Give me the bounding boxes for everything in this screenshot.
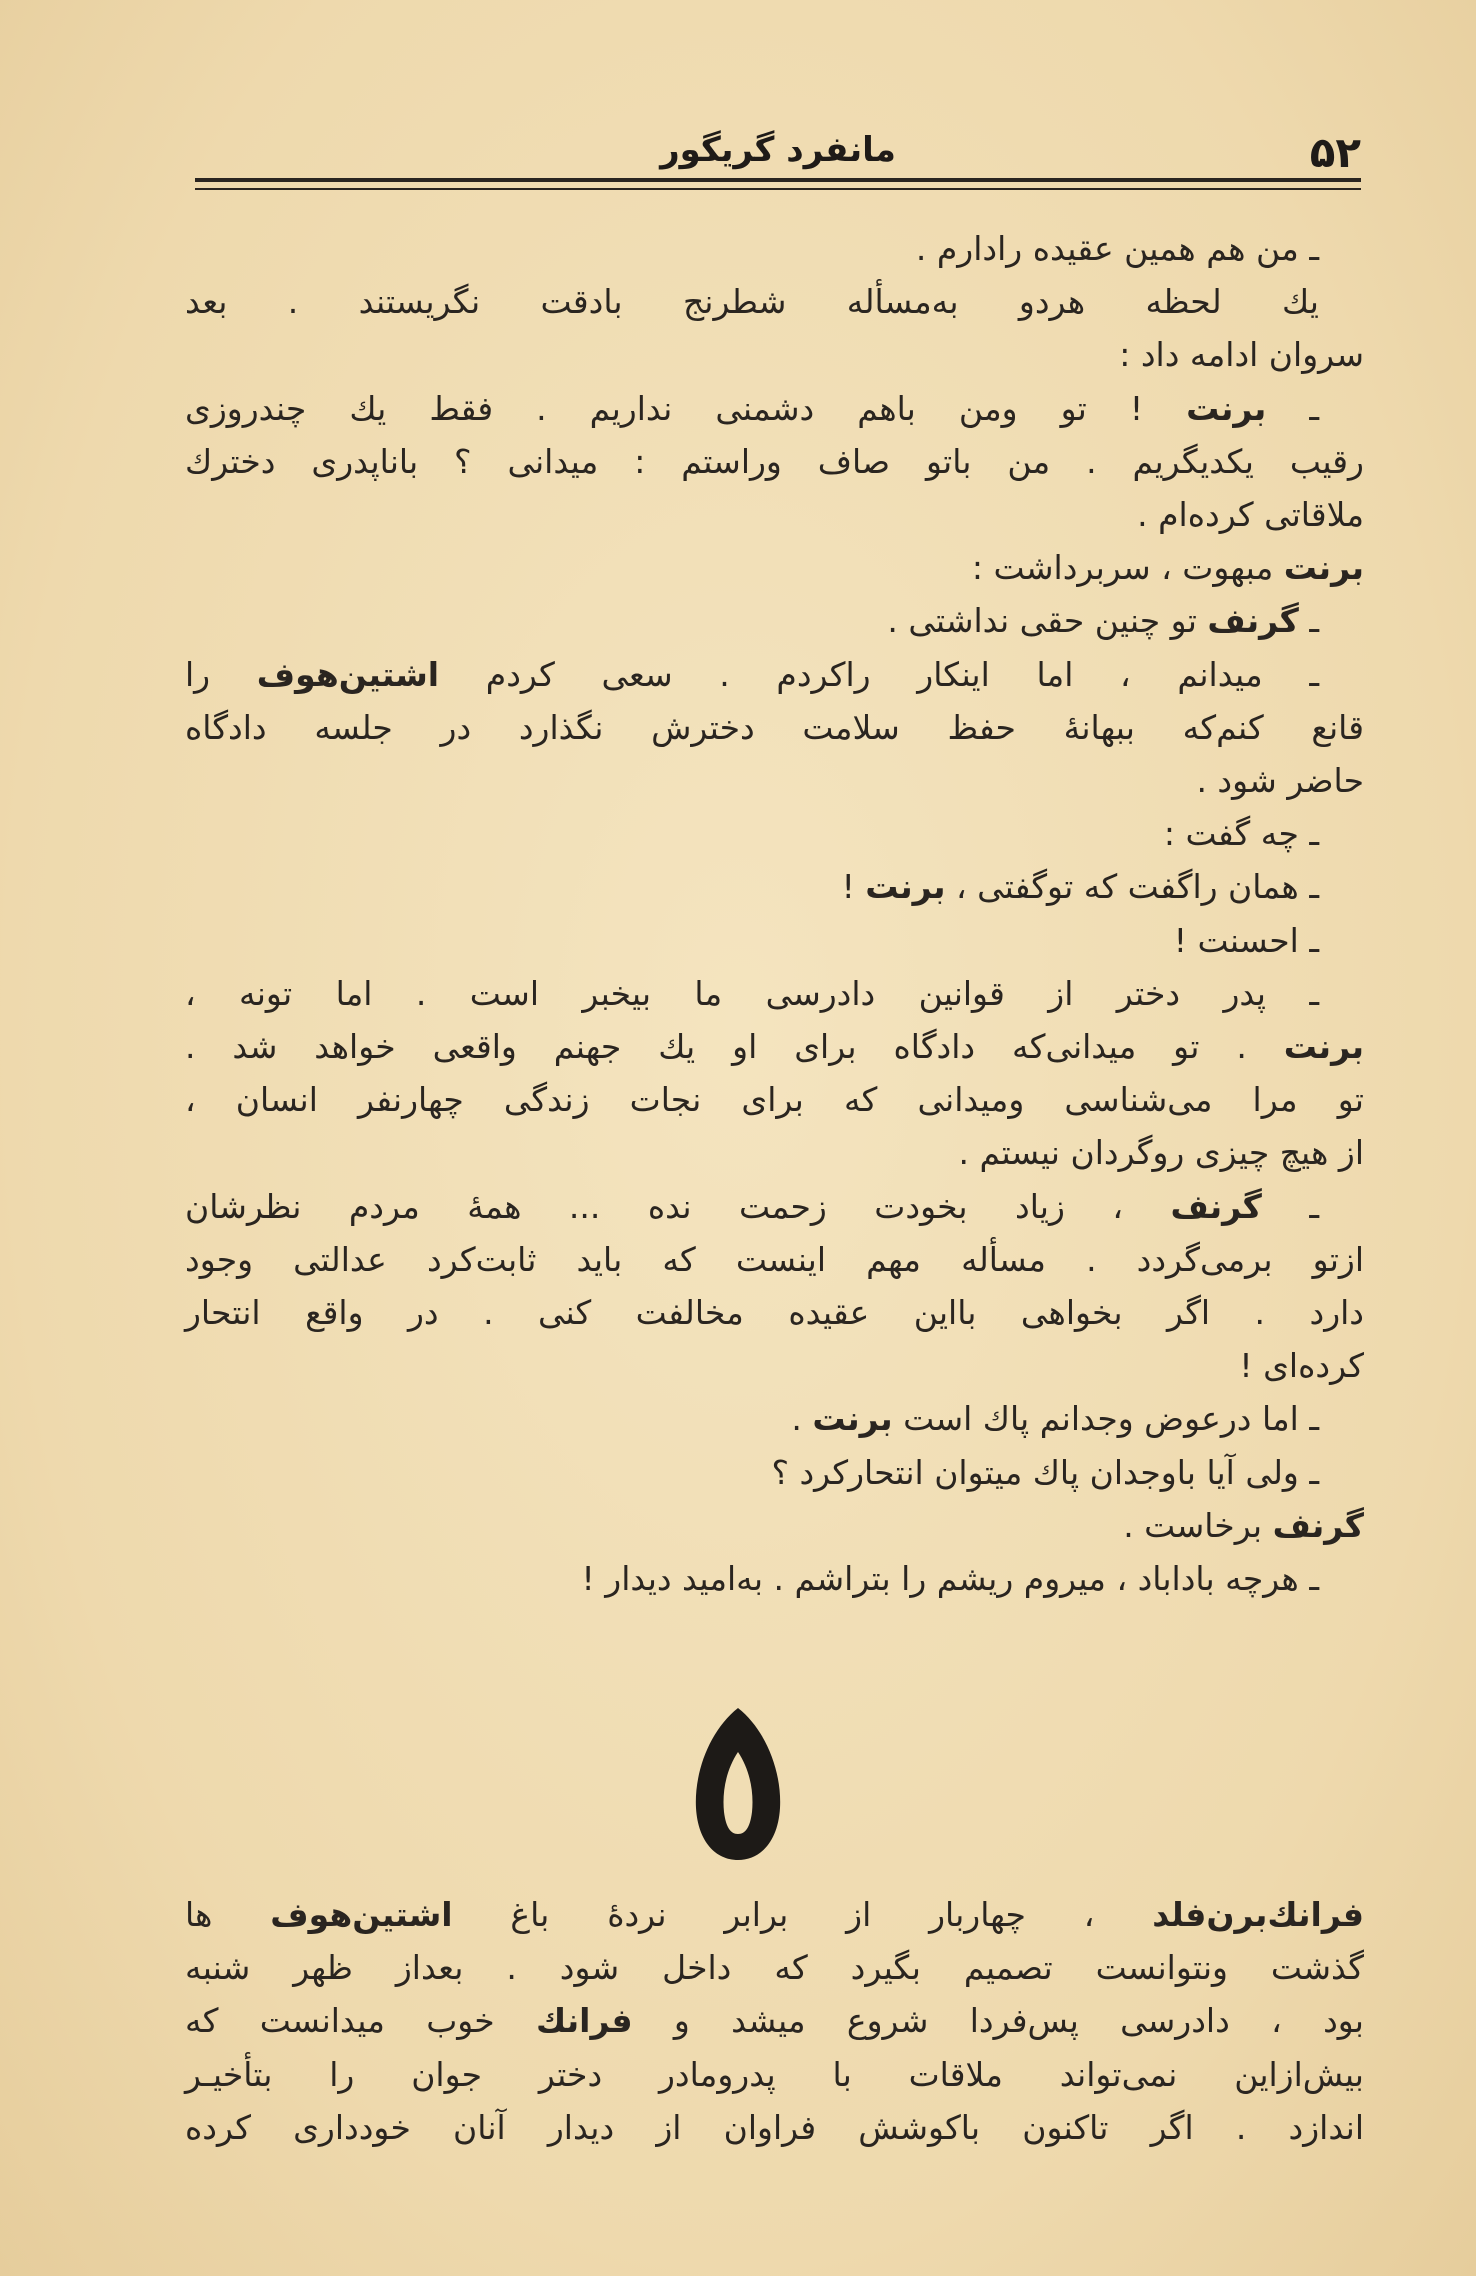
speaker-name: برنت bbox=[1283, 548, 1364, 588]
header-rule-thick bbox=[195, 178, 1361, 182]
text-line: ـ پدر دختر از قوانین دادرسی ما بیخبر است . اما تونه ، bbox=[185, 973, 1319, 1013]
speaker-name: فرانك bbox=[536, 2001, 633, 2041]
chapter-number-text bbox=[688, 1865, 689, 1866]
speaker-name: برنت bbox=[865, 867, 946, 907]
text-line bbox=[185, 1994, 1364, 2047]
text-line: ـ ولی آیا باوجدان پاك میتوان انتحارکرد ؟ bbox=[771, 1452, 1319, 1492]
text-segment: ، چهاربار از برابر نردهٔ باغ bbox=[452, 1895, 1153, 1934]
header-rule-thin bbox=[195, 188, 1361, 190]
text-segment: را bbox=[185, 654, 257, 694]
speaker-name: برنت bbox=[1283, 1027, 1364, 1067]
speaker-name: گرنف bbox=[1170, 1186, 1262, 1226]
speaker-name: اشتین‌هوف bbox=[270, 1895, 453, 1934]
text-segment: تو چنین حقی نداشتی . bbox=[887, 601, 1208, 641]
text-line: ـ من هم همین عقیده رادارم . bbox=[915, 229, 1319, 268]
text-line bbox=[185, 382, 1364, 435]
speaker-name: برنت bbox=[812, 1399, 893, 1439]
text-line bbox=[185, 594, 1364, 647]
text-segment: ـ میدانم ، اما اینکار راکردم . سعی کردم bbox=[439, 654, 1319, 694]
speaker-name: گرنف bbox=[1272, 1505, 1364, 1545]
text-line: ـ هرچه باداباد ، میروم ریشم را بتراشم . به‌امید دیدار ! bbox=[581, 1559, 1319, 1599]
text-segment: ! bbox=[841, 867, 866, 907]
text-segment: خوب میدانست که bbox=[185, 2001, 537, 2041]
text-line bbox=[185, 1392, 1364, 1445]
text-segment: ، زیاد بخودت زحمت نده ... همهٔ مردم نظرشان bbox=[185, 1186, 1171, 1226]
text-segment: مبهوت ، سربرداشت : bbox=[971, 548, 1284, 588]
chapter-number bbox=[688, 1700, 788, 1865]
text-line bbox=[185, 1180, 1364, 1233]
body-text-section-1 bbox=[185, 222, 1364, 1605]
text-line: ملاقاتی کرده‌ام . bbox=[1137, 495, 1364, 535]
text-segment: ـ اما درعوض وجدانم پاك است bbox=[892, 1399, 1319, 1439]
running-title: مانفرد گریگور bbox=[660, 130, 896, 170]
text-line bbox=[185, 1499, 1364, 1552]
text-line: بیش‌ازاین نمی‌تواند ملاقات با پدرومادر دختر جوان را بتأخیـر bbox=[185, 2054, 1364, 2094]
text-segment: ها bbox=[185, 1895, 271, 1934]
text-line: تو مرا می‌شناسی ومیدانی که برای نجات زندگی چهارنفر انسان ، bbox=[185, 1080, 1364, 1120]
text-line: حاضر شود . bbox=[1196, 761, 1364, 801]
text-segment: ! تو ومن باهم دشمنی نداریم . فقط يك چندروزی bbox=[185, 388, 1187, 428]
text-line bbox=[185, 541, 1364, 594]
text-line: يك لحظه هردو به‌مسأله شطرنج بادقت نگریستند . بعد bbox=[185, 282, 1319, 322]
chapter-number-glyph bbox=[688, 1700, 788, 1865]
text-line bbox=[185, 860, 1364, 913]
text-line: سروان ادامه داد : bbox=[1119, 335, 1364, 375]
text-line: قانع کنم‌که ببهانهٔ حفظ سلامت دخترش نگذارد در جلسه دادگاه bbox=[185, 707, 1364, 747]
page-header bbox=[195, 118, 1361, 178]
text-segment: ـ bbox=[1261, 1186, 1319, 1226]
text-line: گذشت ونتوانست تصمیم بگیرد که داخل شود . بعداز ظهر شنبه bbox=[185, 1948, 1364, 1988]
text-line: رقیب یکدیگریم . من باتو صاف وراستم : میدانی ؟ باناپدری دخترك bbox=[185, 441, 1364, 481]
text-segment: برخاست . bbox=[1123, 1505, 1273, 1545]
text-segment: . bbox=[791, 1399, 813, 1439]
body-text-section-2 bbox=[185, 1888, 1364, 2154]
text-line: ـ چه گفت : bbox=[1163, 814, 1319, 854]
text-segment: . تو میدانی‌که دادگاه برای او يك جهنم واقعی خواهد شد . bbox=[185, 1027, 1284, 1067]
text-line bbox=[185, 1888, 1364, 1941]
text-line bbox=[185, 648, 1364, 701]
text-line: ازتو برمی‌گردد . مسأله مهم اینست که باید ثابت‌کرد عدالتی وجود bbox=[185, 1239, 1364, 1279]
speaker-name: اشتین‌هوف bbox=[256, 654, 440, 694]
text-line: از هیچ چیزی روگردان نیستم . bbox=[958, 1133, 1364, 1173]
text-segment: بود ، دادرسی پس‌فردا شروع میشد و bbox=[632, 2001, 1364, 2041]
text-line bbox=[185, 1020, 1364, 1073]
text-segment: ـ bbox=[1298, 601, 1319, 641]
text-line: کرده‌ای ! bbox=[1239, 1346, 1364, 1386]
text-segment: ـ bbox=[1266, 388, 1319, 428]
text-segment: ـ همان راگفت که توگفتی ، bbox=[945, 867, 1319, 907]
speaker-name: برنت bbox=[1186, 388, 1267, 428]
text-line: ـ احسنت ! bbox=[1173, 920, 1319, 960]
speaker-name: گرنف bbox=[1207, 601, 1299, 641]
text-line: اندازد . اگر تاکنون باکوشش فراوان از دیدار آنان خودداری کرده bbox=[185, 2107, 1364, 2147]
speaker-name: فرانك‌برن‌فلد bbox=[1152, 1895, 1364, 1934]
text-line: دارد . اگر بخواهی بااین عقیده مخالفت کنی . در واقع انتحار bbox=[185, 1293, 1364, 1333]
page-number: ۵۲ bbox=[1309, 128, 1361, 177]
